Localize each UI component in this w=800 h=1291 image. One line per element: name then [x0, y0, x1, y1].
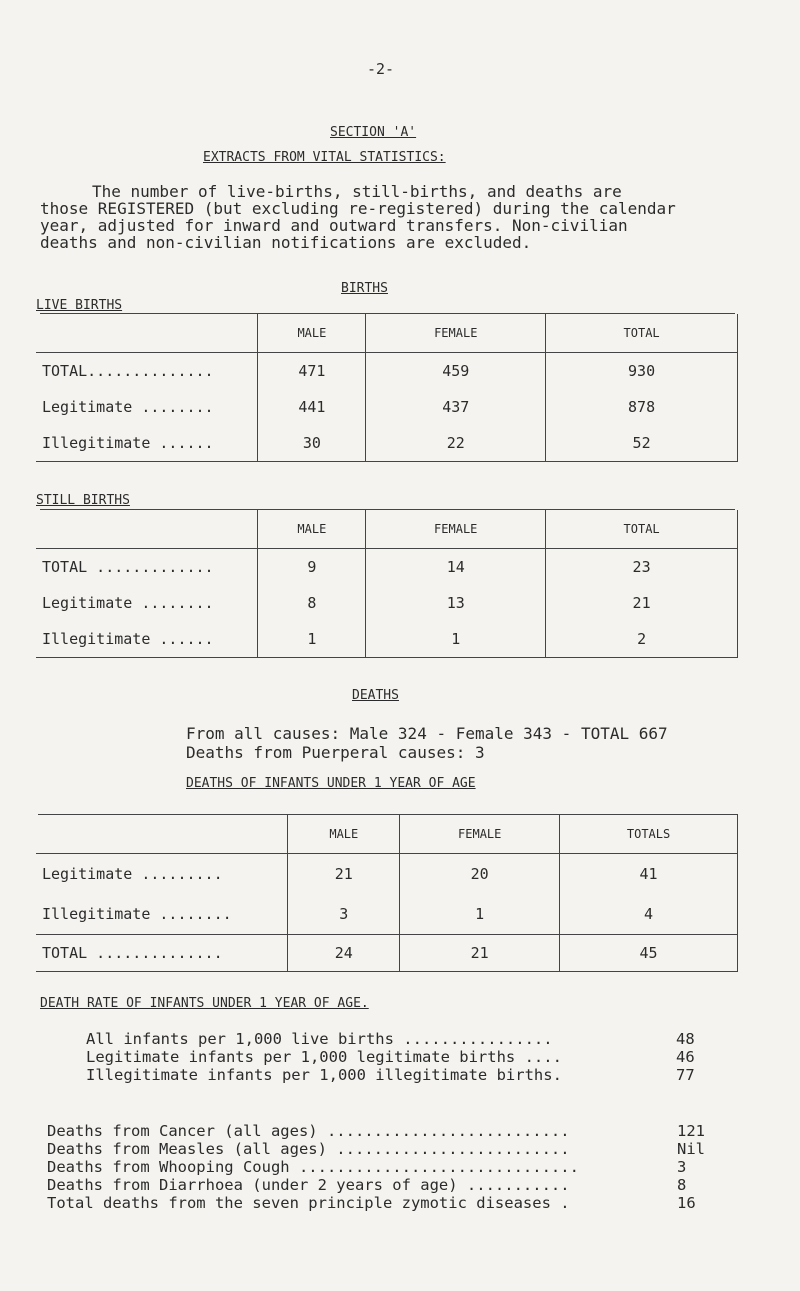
table-row: [36, 549, 738, 586]
row-label: Legitimate .........: [42, 865, 223, 883]
deaths-all-causes: From all causes: Male 324 - Female 343 - TOTAL 667: [186, 724, 668, 743]
deaths-title: DEATHS: [352, 688, 399, 703]
row-label: Illegitimate ......: [36, 621, 258, 658]
disease-death-label: Deaths from Measles (all ages) .........................: [47, 1140, 570, 1158]
live-births-table: [36, 314, 738, 462]
column-header-totals: TOTALS: [560, 815, 738, 854]
column-header-female: FEMALE: [366, 314, 546, 353]
disease-death-value: Nil: [677, 1140, 705, 1158]
deaths-puerperal: Deaths from Puerperal causes: 3: [186, 743, 485, 762]
cell-male: 3: [288, 894, 400, 935]
cell-total: 23: [546, 549, 738, 586]
cell-total: 2: [546, 621, 738, 658]
death-rate-title: DEATH RATE OF INFANTS UNDER 1 YEAR OF AGE.: [40, 996, 369, 1011]
intro-line-1: The number of live-births, still-births, and deaths are: [92, 182, 622, 201]
row-label: TOTAL..............: [42, 362, 214, 380]
column-header-male: MALE: [258, 314, 366, 353]
intro-paragraph: [40, 183, 770, 251]
still-births-title: STILL BIRTHS: [36, 493, 130, 508]
still-births-table: [36, 510, 738, 658]
cell-male: 8: [258, 585, 366, 621]
row-label: Legitimate ........: [42, 398, 214, 416]
death-rate-value: 48: [676, 1030, 695, 1048]
column-header-female: FEMALE: [400, 815, 560, 854]
disease-death-value: 121: [677, 1122, 705, 1140]
table-row: [36, 425, 738, 462]
intro-line-2: those REGISTERED (but excluding re-registered) during the calendar: [40, 199, 676, 218]
disease-death-value: 8: [677, 1176, 687, 1194]
cell-female: 1: [400, 894, 560, 935]
cell-male: 30: [258, 425, 366, 462]
death-rate-line: [86, 1030, 695, 1048]
death-rate-value: 46: [676, 1048, 695, 1066]
live-births-title: LIVE BIRTHS: [36, 298, 123, 313]
table-row: [36, 854, 738, 895]
disease-death-line: [47, 1158, 687, 1176]
cell-total: 45: [560, 935, 738, 972]
cell-total: 878: [546, 389, 738, 425]
death-rate-label: Illegitimate infants per 1,000 illegitimate births.: [86, 1066, 562, 1084]
cell-total: 52: [546, 425, 738, 462]
page-number: -2-: [367, 60, 395, 78]
cell-male: 441: [258, 389, 366, 425]
cell-female: 459: [366, 353, 546, 390]
infant-deaths-title: DEATHS OF INFANTS UNDER 1 YEAR OF AGE: [186, 776, 476, 791]
disease-death-label: Deaths from Diarrhoea (under 2 years of age) ...........: [47, 1176, 570, 1194]
header-blank: [36, 314, 258, 353]
row-label: TOTAL .............: [42, 558, 214, 576]
death-rate-line: [86, 1066, 695, 1084]
cell-female: 20: [400, 854, 560, 895]
row-label: Illegitimate ......: [36, 425, 258, 462]
cell-female: 437: [366, 389, 546, 425]
cell-female: 1: [366, 621, 546, 658]
death-rate-label: Legitimate infants per 1,000 legitimate births ....: [86, 1048, 562, 1066]
table-row: [36, 353, 738, 390]
live-births-header-row: [36, 314, 738, 353]
column-header-female: FEMALE: [366, 510, 546, 549]
disease-death-value: 3: [677, 1158, 687, 1176]
cell-total: 930: [546, 353, 738, 390]
death-rate-line: [86, 1048, 695, 1066]
cell-male: 24: [288, 935, 400, 972]
cell-female: 14: [366, 549, 546, 586]
header-blank: [36, 815, 288, 854]
disease-death-label: Deaths from Whooping Cough ..............................: [47, 1158, 579, 1176]
header-blank: [36, 510, 258, 549]
table-row: [36, 621, 738, 658]
death-rate-value: 77: [676, 1066, 695, 1084]
cell-total: 21: [546, 585, 738, 621]
column-header-male: MALE: [258, 510, 366, 549]
disease-death-line: [47, 1194, 696, 1212]
infant-deaths-header-row: [36, 815, 738, 854]
row-label: Illegitimate ........: [36, 894, 288, 935]
column-header-male: MALE: [288, 815, 400, 854]
section-title: SECTION 'A': [330, 125, 417, 140]
table-row: [36, 389, 738, 425]
intro-line-4: deaths and non-civilian notifications are excluded.: [40, 233, 532, 252]
disease-death-line: [47, 1122, 705, 1140]
cell-male: 9: [258, 549, 366, 586]
column-header-total: TOTAL: [546, 510, 738, 549]
disease-death-line: [47, 1176, 687, 1194]
cell-female: 13: [366, 585, 546, 621]
disease-death-value: 16: [677, 1194, 696, 1212]
disease-death-label: Deaths from Cancer (all ages) ..........................: [47, 1122, 570, 1140]
table-row: [36, 935, 738, 972]
column-header-total: TOTAL: [546, 314, 738, 353]
disease-death-line: [47, 1140, 705, 1158]
cell-male: 1: [258, 621, 366, 658]
cell-male: 21: [288, 854, 400, 895]
intro-line-3: year, adjusted for inward and outward transfers. Non-civilian: [40, 216, 628, 235]
table-row: [36, 585, 738, 621]
infant-deaths-table: [36, 815, 738, 972]
row-label: TOTAL ..............: [36, 935, 288, 972]
table-row: [36, 894, 738, 935]
row-label: Legitimate ........: [42, 594, 214, 612]
cell-female: 21: [400, 935, 560, 972]
births-heading: BIRTHS: [341, 281, 388, 296]
cell-male: 471: [258, 353, 366, 390]
cell-female: 22: [366, 425, 546, 462]
death-rate-label: All infants per 1,000 live births ................: [86, 1030, 553, 1048]
still-births-header-row: [36, 510, 738, 549]
extracts-heading: EXTRACTS FROM VITAL STATISTICS:: [203, 150, 446, 165]
cell-total: 4: [560, 894, 738, 935]
cell-total: 41: [560, 854, 738, 895]
disease-death-label: Total deaths from the seven principle zymotic diseases .: [47, 1194, 570, 1212]
